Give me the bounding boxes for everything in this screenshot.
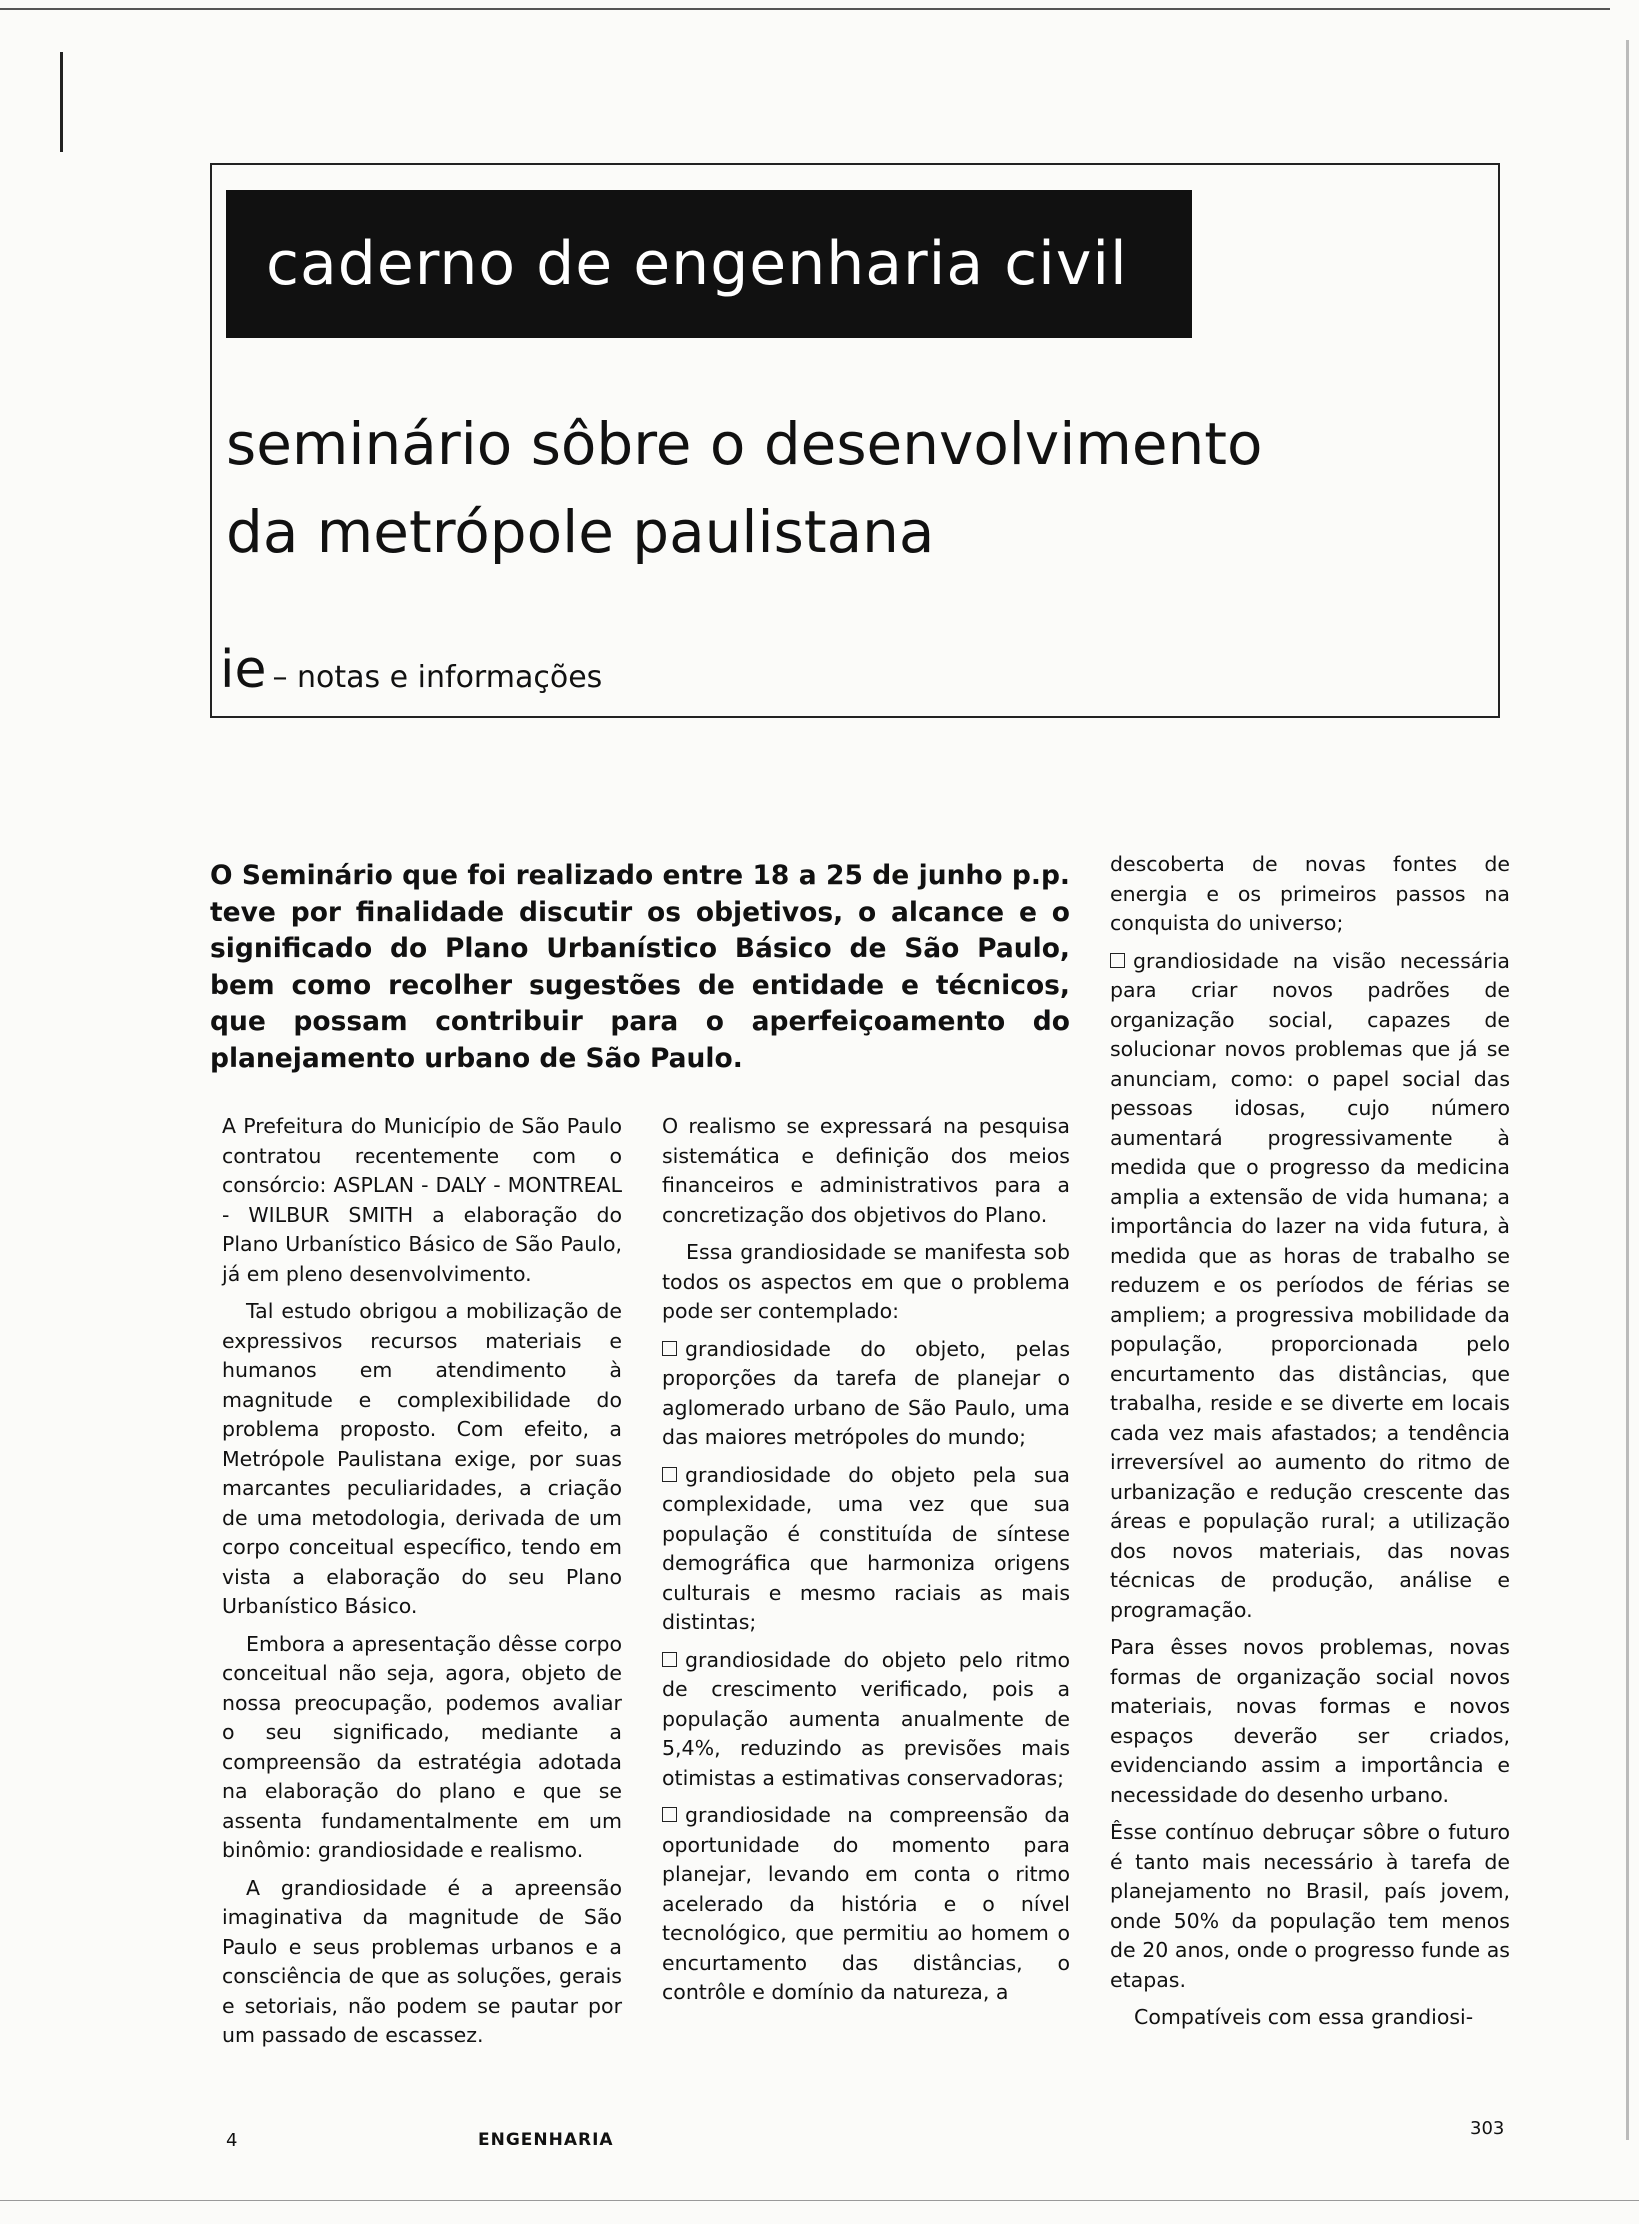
title-line-2: da metrópole paulistana	[226, 498, 935, 566]
section-label-rest: – notas e informações	[272, 660, 603, 695]
magazine-name: ENGENHARIA	[478, 2130, 614, 2150]
checkbox-bullet-icon	[662, 1341, 677, 1356]
list-item-text: grandiosidade na visão necessária para criar novos padrões de organização social, capazes de solucionar novos problemas que já se anunciam, como: o papel social das pessoas idosas, cujo número aumentará progressivamente à medida que o progresso da medicina amplia a extensão de vida humana; a importância do lazer na vida futura, à medida que as horas de trabalho se reduzem e os períodos de férias se ampliem; a progressiva mobilidade da população, proporcionada pelo encurtamento das distâncias, que trabalha, reside e se diverte em locais cada vez mais afastados; a tendência irreversível ao aumento do ritmo de urbanização e redução crescente das áreas e população rural; a utilização dos novos materiais, das novas técnicas de produção, análise e programação.	[1110, 948, 1510, 1622]
column-3	[1110, 850, 1510, 2041]
list-item-text: grandiosidade do objeto pelo ritmo de crescimento verificado, pois a população aumenta anualmente de 5,4%, reduzindo as previsões mais otimistas a estimativas conservadoras;	[662, 1647, 1070, 1790]
margin-mark	[60, 52, 63, 152]
article-title	[226, 400, 1476, 576]
paragraph: A Prefeitura do Município de São Paulo contratou recentemente com o consórcio: ASPLAN - DALY - MONTREAL - WILBUR SMITH a elaboração do Plano Urbanístico Básico de São Paulo, já em pleno desenvolvimento.	[222, 1114, 622, 1286]
section-label	[220, 640, 602, 700]
paragraph: Êsse contínuo debruçar sôbre o futuro é tanto mais necessário à tarefa de planejamento no Brasil, país jovem, onde 50% da população tem menos de 20 anos, onde o progresso funde as etapas.	[1110, 1820, 1510, 1992]
section-label-ie: ie	[220, 640, 267, 700]
top-rule	[0, 8, 1610, 10]
paragraph: Embora a apresentação dêsse corpo conceitual não seja, agora, objeto de nossa preocupação, podemos avaliar o seu significado, mediante a compreensão da estratégia adotada na elaboração do plano e que se assenta fundamentalmente em um binômio: grandiosidade e realismo.	[222, 1631, 622, 1862]
paragraph: Essa grandiosidade se manifesta sob todos os aspectos em que o problema pode ser contemplado:	[662, 1240, 1070, 1323]
list-item-text: grandiosidade do objeto pela sua complexidade, uma vez que sua população é constituída de síntese demográfica que harmoniza origens culturais e mesmo raciais as mais distintas;	[662, 1462, 1070, 1634]
checkbox-bullet-icon	[1110, 953, 1125, 968]
paragraph: Para êsses novos problemas, novas formas de organização social novos materiais, novas formas e novos espaços deverão ser criados, evidenciando assim a importância e necessidade do desenho urbano.	[1110, 1635, 1510, 1807]
paragraph: O realismo se expressará na pesquisa sistemática e definição dos meios financeiros e administrativos para a concretização dos objetivos do Plano.	[662, 1114, 1070, 1227]
list-item	[662, 1461, 1070, 1638]
paragraph: Compatíveis com essa grandiosi-	[1134, 2005, 1474, 2029]
checkbox-bullet-icon	[662, 1652, 677, 1667]
column-1	[222, 1112, 622, 2059]
checkbox-bullet-icon	[662, 1807, 677, 1822]
column-2	[662, 1112, 1070, 2016]
paragraph: descoberta de novas fontes de energia e os primeiros passos na conquista do universo;	[1110, 852, 1510, 935]
section-banner: caderno de engenharia civil	[226, 190, 1192, 338]
paragraph: A grandiosidade é a apreensão imaginativa da magnitude de São Paulo e seus problemas urbanos e a consciência de que as soluções, gerais e setoriais, não podem se pautar por um passado de escassez.	[222, 1875, 622, 2047]
list-item	[662, 1335, 1070, 1453]
page-number-right: 303	[1470, 2118, 1505, 2139]
title-line-1: seminário sôbre o desenvolvimento	[226, 410, 1263, 478]
bottom-rule	[0, 2200, 1639, 2201]
checkbox-bullet-icon	[662, 1467, 677, 1482]
list-item-text: grandiosidade do objeto, pelas proporções da tarefa de planejar o aglomerado urbano de São Paulo, uma das maiores metrópoles do mundo;	[662, 1336, 1070, 1449]
lead-paragraph: O Seminário que foi realizado entre 18 a 25 de junho p.p. teve por finalidade discutir os objetivos, o alcance e o significado do Plano Urbanístico Básico de São Paulo, bem como recolher sugestões de entidade e técnicos, que possam contribuir para o aperfeiçoamento do planejamento urbano de São Paulo.	[210, 860, 1070, 1074]
page-edge	[1626, 40, 1629, 2140]
list-item	[662, 1801, 1070, 2008]
paragraph: Tal estudo obrigou a mobilização de expressivos recursos materiais e humanos em atendimento à magnitude e complexibilidade do problema proposto. Com efeito, a Metrópole Paulistana exige, por suas marcantes peculiaridades, a criação de uma metodologia, derivada de um corpo conceitual específico, tendo em vista a elaboração do seu Plano Urbanístico Básico.	[222, 1299, 622, 1618]
list-item-text: grandiosidade na compreensão da oportunidade do momento para planejar, levando em conta o ritmo acelerado da história e o nível tecnológico, que permitiu ao homem o encurtamento das distâncias, o contrôle e domínio da natureza, a	[662, 1803, 1070, 2004]
list-item	[1110, 947, 1510, 1626]
list-item	[662, 1646, 1070, 1794]
page-number-left: 4	[226, 2130, 238, 2151]
